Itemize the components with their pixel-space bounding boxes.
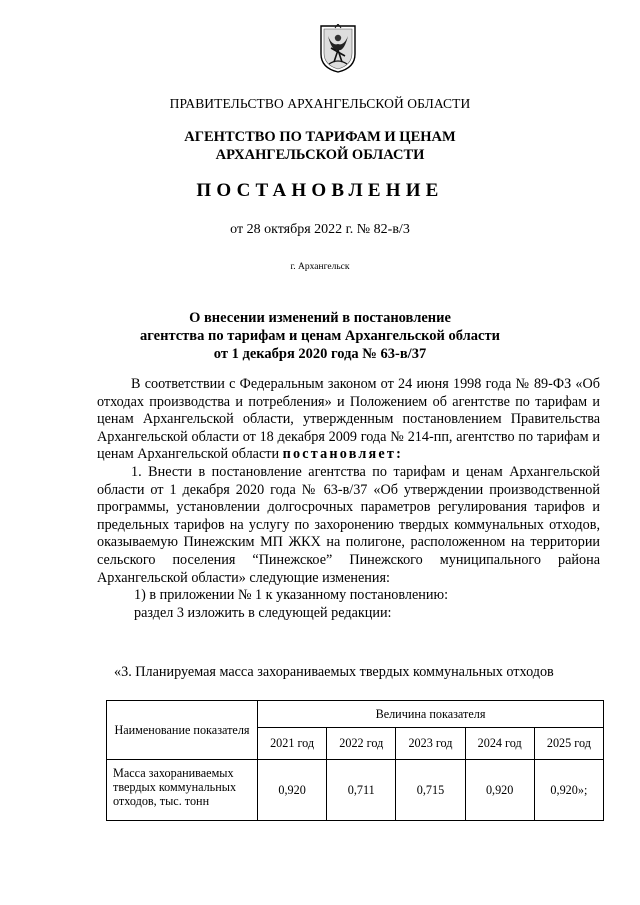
table-header-row (107, 701, 604, 728)
action-word: постановляет: (282, 446, 404, 463)
subject-line2: агентства по тарифам и ценам Архангельской области (140, 328, 500, 344)
subitem-1-paragraph: 1) в приложении № 1 к указанному постановлению: (134, 587, 449, 604)
indicator-name-cell: Масса захораниваемых твердых коммунальных отходов, тыс. тонн (107, 760, 258, 821)
preamble-text: В соответствии с Федеральным законом от 24 июня 1998 года № 89-ФЗ «Об отходах производства и потребления» и Положением об агентстве по тарифам и ценам Архангельской области, утвержденным постановлением Правительства Архангельской области от 18 декабря 2009 года № 214-пп, агентство по тарифам и ценам Архангельской области (97, 376, 600, 463)
document-subject (0, 309, 640, 363)
agency-name-line1: АГЕНТСТВО ПО ТАРИФАМ И ЦЕНАМ (184, 129, 456, 145)
value-cell: 0,715 (396, 760, 465, 821)
preamble-paragraph (97, 376, 600, 464)
waste-mass-table (106, 700, 604, 821)
coat-of-arms-icon (318, 24, 358, 74)
document-date-number: от 28 октября 2022 г. № 82-в/3 (230, 222, 410, 237)
government-name: ПРАВИТЕЛЬСТВО АРХАНГЕЛЬСКОЙ ОБЛАСТИ (169, 96, 471, 111)
document-city: г. Архангельск (290, 262, 350, 272)
subject-line3: от 1 декабря 2020 года № 63-в/37 (213, 346, 427, 362)
table-row (107, 760, 604, 821)
subject-line1: О внесении изменений в постановление (189, 310, 451, 326)
year-header: 2021 год (258, 728, 327, 760)
section-title: «3. Планируемая масса захораниваемых твердых коммунальных отходов (114, 664, 554, 680)
document-type: ПОСТАНОВЛЕНИЕ (196, 180, 444, 201)
year-header: 2023 год (396, 728, 465, 760)
value-cell: 0,920 (465, 760, 534, 821)
value-cell: 0,711 (327, 760, 396, 821)
agency-name-line2: АРХАНГЕЛЬСКОЙ ОБЛАСТИ (215, 147, 425, 163)
name-column-header: Наименование показателя (107, 701, 258, 760)
agency-name (0, 128, 640, 164)
year-header: 2025 год (534, 728, 603, 760)
year-header: 2022 год (327, 728, 396, 760)
document-body (97, 376, 600, 622)
section-instruction: раздел 3 изложить в следующей редакции: (134, 604, 392, 621)
item-1-paragraph: 1. Внести в постановление агентства по тарифам и ценам Архангельской области от 1 декабря 2020 года № 63-в/37 «Об утверждении производственной программы, установлении долгосрочных параметров регулирования тарифов и предельных тарифов на услугу по захоронению твердых коммунальных отходов, оказываемую Пинежским МП ЖКХ на полигоне, расположенном на территории сельского поселения “Пинежское” Пинежского муниципального района Архангельской области» следующие изменения: (97, 463, 600, 586)
value-cell: 0,920 (258, 760, 327, 821)
value-group-header: Величина показателя (258, 701, 604, 728)
value-cell: 0,920»; (534, 760, 603, 821)
year-header: 2024 год (465, 728, 534, 760)
